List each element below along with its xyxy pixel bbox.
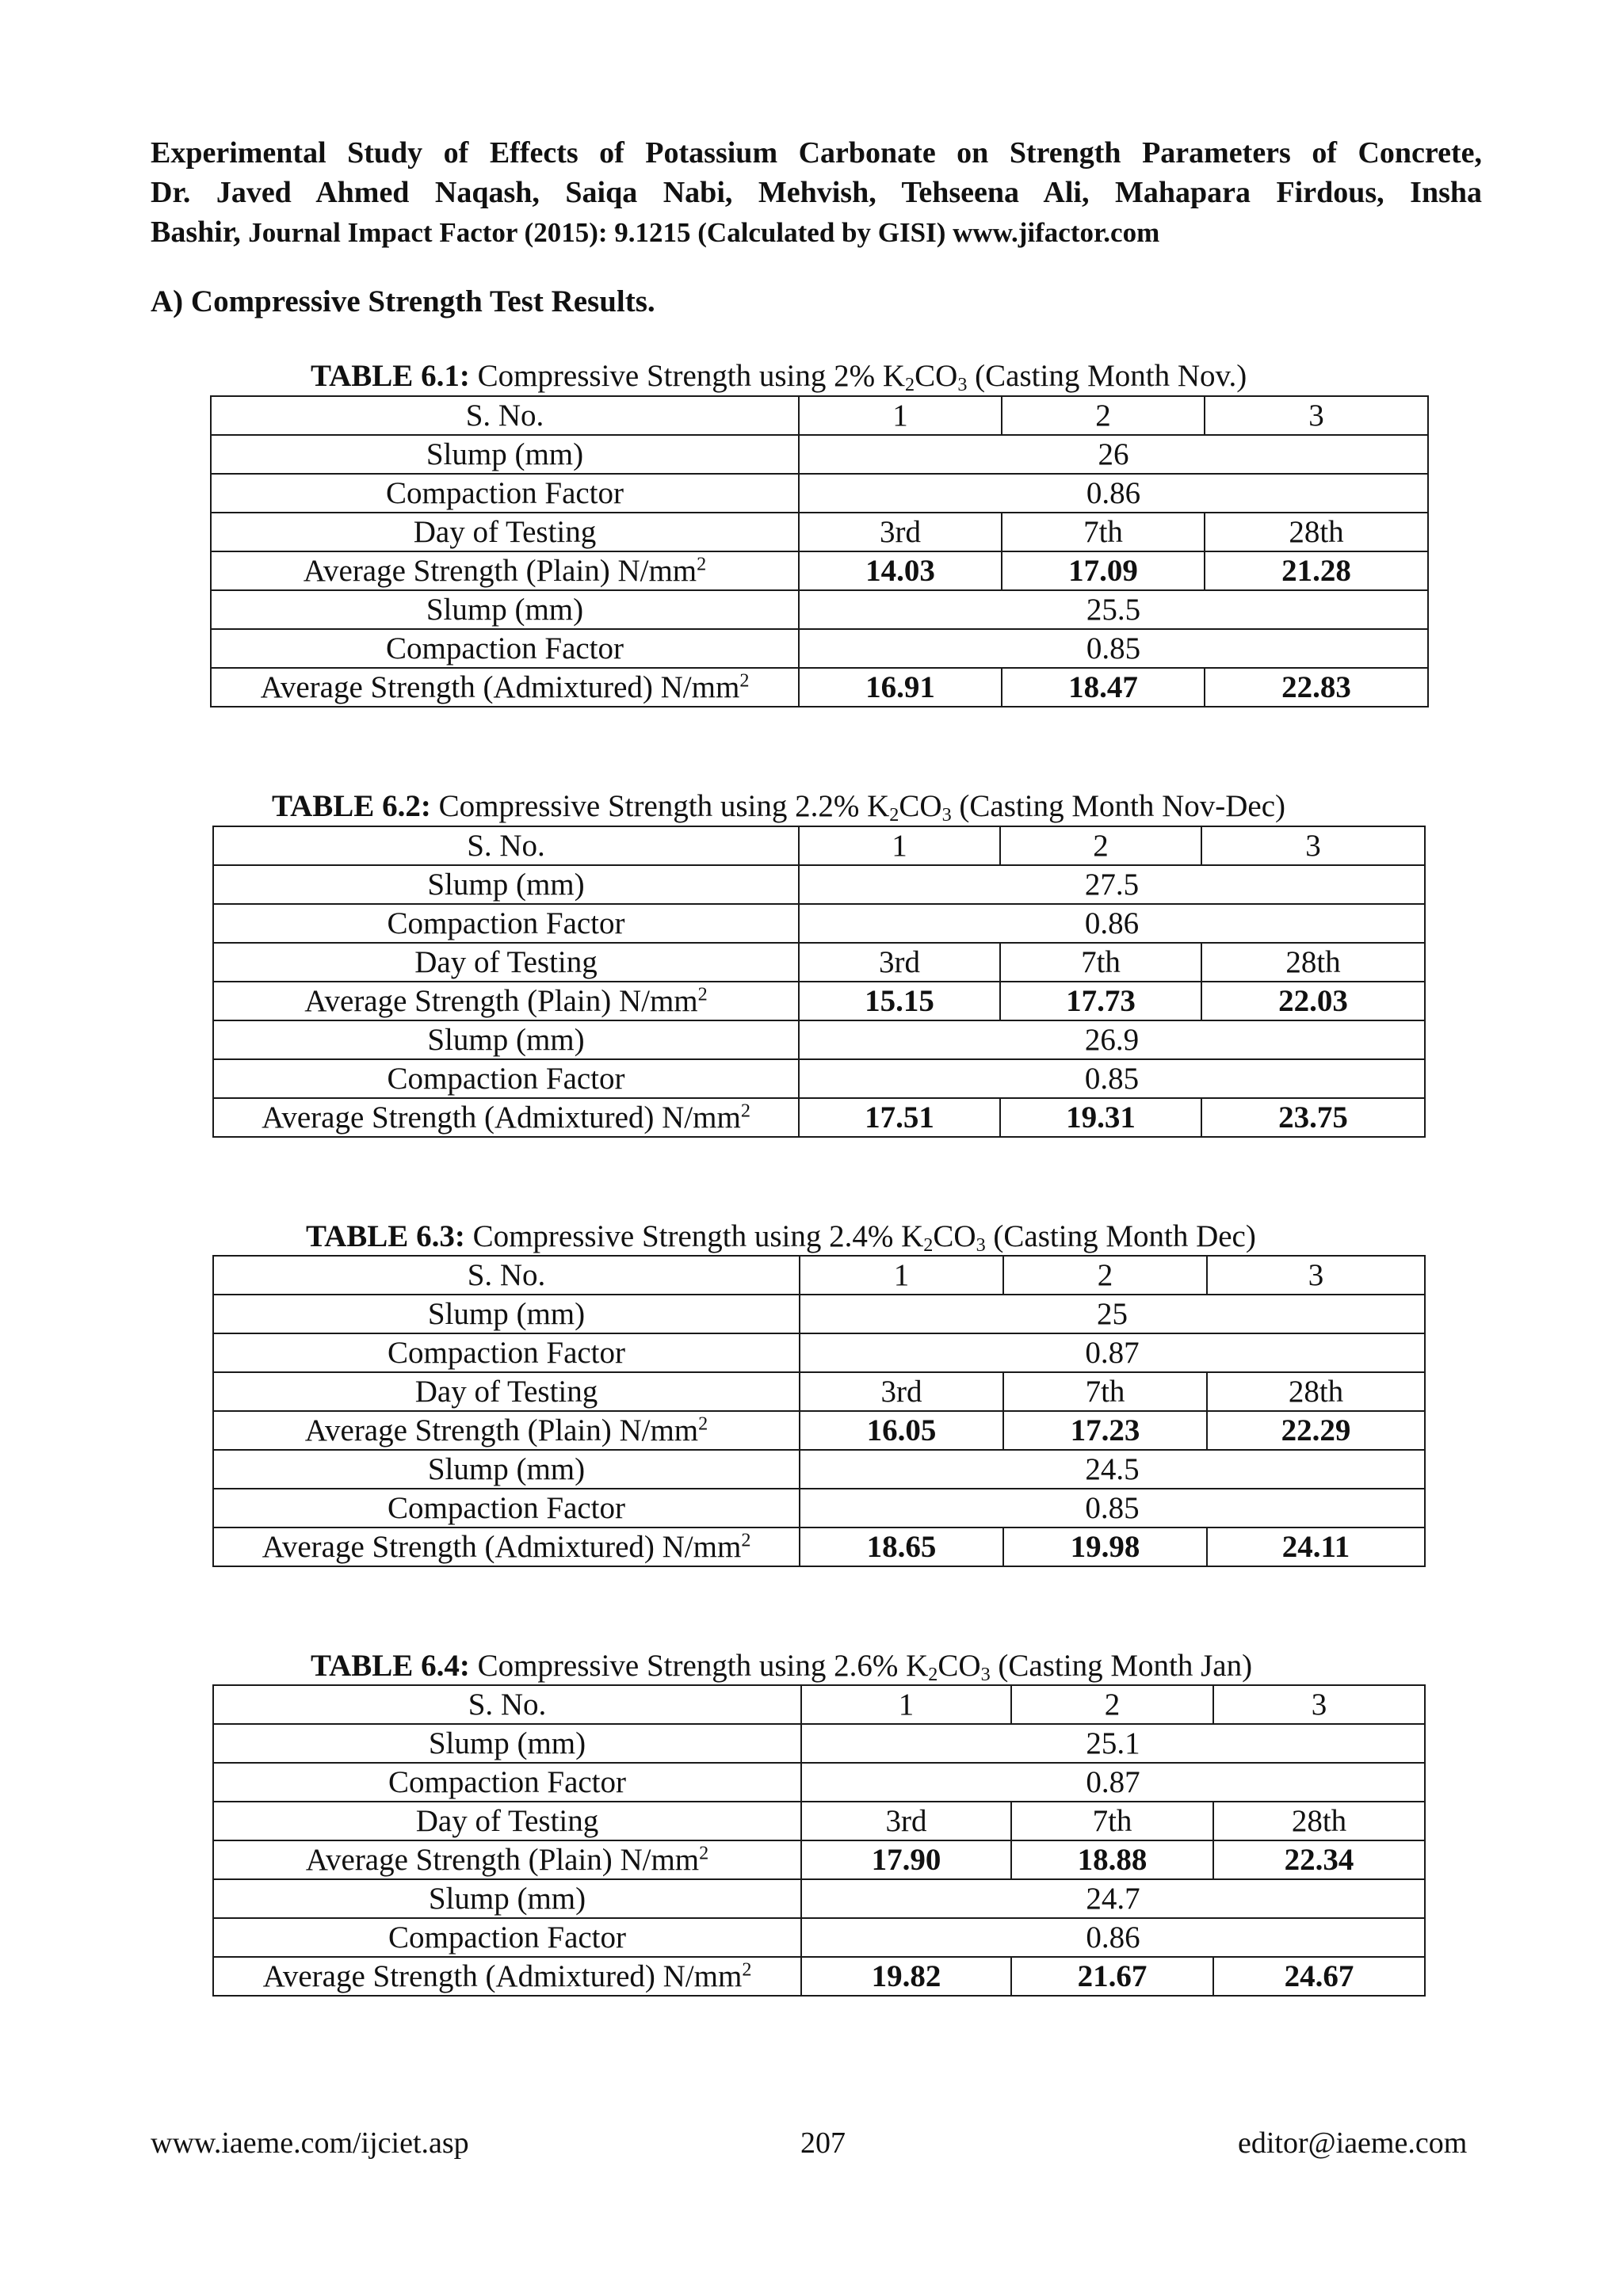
label-text: Average Strength (Admixtured) N/mm bbox=[260, 669, 740, 704]
row-label: S. No. bbox=[213, 1256, 800, 1295]
row-label bbox=[213, 1098, 799, 1137]
cell: 25 bbox=[800, 1295, 1425, 1333]
row-label: Compaction Factor bbox=[213, 904, 799, 943]
cell: 19.98 bbox=[1003, 1527, 1207, 1566]
caption-text: Compressive Strength using 2.6% K bbox=[477, 1649, 929, 1683]
table-number: TABLE 6.1: bbox=[311, 359, 470, 393]
superscript: 2 bbox=[697, 553, 707, 575]
cell: 16.05 bbox=[800, 1411, 1003, 1450]
cell: 0.86 bbox=[799, 474, 1428, 513]
table-row bbox=[213, 943, 1425, 982]
label-text: Average Strength (Plain) N/mm bbox=[304, 1413, 699, 1447]
subscript: 2 bbox=[889, 804, 899, 826]
cell: 17.90 bbox=[801, 1840, 1011, 1879]
cell: 14.03 bbox=[799, 551, 1002, 590]
cell: 2 bbox=[1002, 396, 1205, 435]
cell: 2 bbox=[1011, 1685, 1213, 1724]
cell: 0.86 bbox=[801, 1918, 1425, 1957]
table-row bbox=[213, 1840, 1425, 1879]
table-row bbox=[213, 982, 1425, 1020]
caption-text: CO bbox=[933, 1219, 976, 1253]
superscript: 2 bbox=[698, 1413, 708, 1435]
cell: 0.85 bbox=[800, 1489, 1425, 1527]
table-row bbox=[213, 826, 1425, 865]
row-label: Compaction Factor bbox=[213, 1059, 799, 1098]
table-row bbox=[213, 1724, 1425, 1763]
table-row bbox=[213, 1098, 1425, 1137]
subscript: 2 bbox=[905, 374, 915, 396]
cell: 22.83 bbox=[1205, 668, 1428, 707]
cell: 21.28 bbox=[1205, 551, 1428, 590]
cell: 3 bbox=[1205, 396, 1428, 435]
cell: 15.15 bbox=[799, 982, 1000, 1020]
table-row bbox=[213, 1685, 1425, 1724]
row-label bbox=[211, 668, 799, 707]
cell: 24.67 bbox=[1213, 1957, 1425, 1996]
cell: 17.23 bbox=[1003, 1411, 1207, 1450]
row-label: Slump (mm) bbox=[213, 1295, 800, 1333]
table-caption bbox=[272, 787, 1285, 826]
cell: 28th bbox=[1213, 1802, 1425, 1840]
row-label: Slump (mm) bbox=[213, 1450, 800, 1489]
header-title-line: Experimental Study of Effects of Potassium Carbonate on Strength Parameters of Concrete, bbox=[151, 136, 1482, 170]
caption-text: (Casting Month Dec) bbox=[985, 1219, 1256, 1253]
row-label: Day of Testing bbox=[213, 943, 799, 982]
row-label: Compaction Factor bbox=[211, 474, 799, 513]
caption-text: CO bbox=[899, 789, 942, 823]
row-label: Slump (mm) bbox=[211, 435, 799, 474]
cell: 28th bbox=[1207, 1372, 1425, 1411]
row-label bbox=[213, 1411, 800, 1450]
subscript: 2 bbox=[923, 1234, 934, 1257]
caption-text: (Casting Month Nov-Dec) bbox=[951, 789, 1286, 823]
cell: 19.31 bbox=[1000, 1098, 1201, 1137]
subscript: 2 bbox=[928, 1664, 938, 1686]
superscript: 2 bbox=[739, 669, 750, 692]
superscript: 2 bbox=[741, 1529, 751, 1551]
cell: 18.47 bbox=[1002, 668, 1205, 707]
cell: 1 bbox=[801, 1685, 1011, 1724]
label-text: Average Strength (Admixtured) N/mm bbox=[262, 1100, 741, 1135]
cell: 28th bbox=[1205, 513, 1428, 551]
table-number: TABLE 6.4: bbox=[311, 1649, 470, 1683]
cell: 24.5 bbox=[800, 1450, 1425, 1489]
table-row bbox=[213, 1295, 1425, 1333]
table-row bbox=[213, 1957, 1425, 1996]
row-label: Slump (mm) bbox=[213, 1879, 801, 1918]
subscript: 3 bbox=[941, 804, 952, 826]
caption-text: (Casting Month Nov.) bbox=[967, 359, 1247, 393]
cell: 1 bbox=[800, 1256, 1003, 1295]
cell: 16.91 bbox=[799, 668, 1002, 707]
table-row bbox=[213, 1489, 1425, 1527]
table-row bbox=[213, 1411, 1425, 1450]
row-label: Day of Testing bbox=[211, 513, 799, 551]
table-caption bbox=[311, 1646, 1252, 1686]
cell: 3rd bbox=[801, 1802, 1011, 1840]
cell: 0.87 bbox=[800, 1333, 1425, 1372]
label-text: Average Strength (Admixtured) N/mm bbox=[262, 1958, 743, 1993]
strength-table bbox=[212, 1255, 1426, 1567]
cell: 26.9 bbox=[799, 1020, 1425, 1059]
cell: 7th bbox=[1000, 943, 1201, 982]
row-label: S. No. bbox=[211, 396, 799, 435]
table-row bbox=[211, 590, 1428, 629]
strength-table bbox=[212, 1684, 1426, 1997]
table-row bbox=[213, 1059, 1425, 1098]
cell: 23.75 bbox=[1201, 1098, 1425, 1137]
label-text: Average Strength (Admixtured) N/mm bbox=[262, 1529, 742, 1564]
row-label bbox=[211, 551, 799, 590]
row-label: Slump (mm) bbox=[213, 1020, 799, 1059]
cell: 0.85 bbox=[799, 1059, 1425, 1098]
header-authors-line: Dr. Javed Ahmed Naqash, Saiqa Nabi, Mehvish, Tehseena Ali, Mahapara Firdous, Insha bbox=[151, 176, 1482, 209]
label-text: Average Strength (Plain) N/mm bbox=[304, 983, 698, 1018]
row-label: S. No. bbox=[213, 826, 799, 865]
table-row bbox=[213, 1527, 1425, 1566]
cell: 2 bbox=[1003, 1256, 1207, 1295]
cell: 1 bbox=[799, 396, 1002, 435]
cell: 3rd bbox=[799, 513, 1002, 551]
caption-text: CO bbox=[915, 359, 958, 393]
row-label: Day of Testing bbox=[213, 1802, 801, 1840]
row-label: Compaction Factor bbox=[213, 1918, 801, 1957]
table-row bbox=[213, 1256, 1425, 1295]
cell: 25.5 bbox=[799, 590, 1428, 629]
subscript: 3 bbox=[976, 1234, 986, 1257]
cell: 17.73 bbox=[1000, 982, 1201, 1020]
table-row bbox=[213, 1333, 1425, 1372]
caption-text: Compressive Strength using 2.4% K bbox=[472, 1219, 924, 1253]
cell: 22.03 bbox=[1201, 982, 1425, 1020]
row-label: Slump (mm) bbox=[213, 865, 799, 904]
cell: 2 bbox=[1000, 826, 1201, 865]
caption-text: CO bbox=[938, 1649, 981, 1683]
label-text: Average Strength (Plain) N/mm bbox=[305, 1842, 700, 1877]
row-label bbox=[213, 982, 799, 1020]
cell: 3rd bbox=[799, 943, 1000, 982]
cell: 1 bbox=[799, 826, 1000, 865]
header-author-tail: Bashir, bbox=[151, 215, 241, 249]
cell: 0.85 bbox=[799, 629, 1428, 668]
cell: 24.7 bbox=[801, 1879, 1425, 1918]
page-number: 207 bbox=[800, 2126, 846, 2160]
cell: 18.88 bbox=[1011, 1840, 1213, 1879]
cell: 3 bbox=[1213, 1685, 1425, 1724]
label-text: Average Strength (Plain) N/mm bbox=[303, 553, 697, 588]
table-row bbox=[213, 865, 1425, 904]
cell: 17.09 bbox=[1002, 551, 1205, 590]
table-row bbox=[211, 435, 1428, 474]
table-row bbox=[211, 396, 1428, 435]
table-row bbox=[213, 1918, 1425, 1957]
table-row bbox=[211, 474, 1428, 513]
superscript: 2 bbox=[740, 1100, 750, 1122]
cell: 17.51 bbox=[799, 1098, 1000, 1137]
row-label: Day of Testing bbox=[213, 1372, 800, 1411]
superscript: 2 bbox=[699, 1842, 709, 1864]
table-row bbox=[211, 668, 1428, 707]
caption-text: Compressive Strength using 2% K bbox=[477, 359, 906, 393]
subscript: 3 bbox=[957, 374, 968, 396]
strength-table bbox=[212, 826, 1426, 1138]
table-number: TABLE 6.2: bbox=[272, 789, 431, 823]
table-row bbox=[211, 551, 1428, 590]
cell: 7th bbox=[1011, 1802, 1213, 1840]
cell: 27.5 bbox=[799, 865, 1425, 904]
cell: 0.87 bbox=[801, 1763, 1425, 1802]
row-label: Compaction Factor bbox=[213, 1333, 800, 1372]
table-row bbox=[211, 629, 1428, 668]
cell: 19.82 bbox=[801, 1957, 1011, 1996]
footer-website-link[interactable]: www.iaeme.com/ijciet.asp bbox=[151, 2126, 469, 2160]
row-label: S. No. bbox=[213, 1685, 801, 1724]
header-journal-info: Journal Impact Factor (2015): 9.1215 (Calculated by GISI) www.jifactor.com bbox=[248, 217, 1160, 248]
table-row bbox=[213, 1879, 1425, 1918]
footer-email-link[interactable]: editor@iaeme.com bbox=[1238, 2126, 1468, 2160]
cell: 3rd bbox=[800, 1372, 1003, 1411]
cell: 0.86 bbox=[799, 904, 1425, 943]
caption-text: (Casting Month Jan) bbox=[990, 1649, 1253, 1683]
row-label bbox=[213, 1840, 801, 1879]
cell: 22.34 bbox=[1213, 1840, 1425, 1879]
superscript: 2 bbox=[697, 983, 708, 1005]
table-row bbox=[213, 1020, 1425, 1059]
row-label: Slump (mm) bbox=[211, 590, 799, 629]
paper-header bbox=[151, 133, 1482, 253]
cell: 7th bbox=[1003, 1372, 1207, 1411]
strength-table bbox=[210, 395, 1429, 707]
caption-text: Compressive Strength using 2.2% K bbox=[438, 789, 890, 823]
subscript: 3 bbox=[980, 1664, 991, 1686]
row-label: Compaction Factor bbox=[213, 1763, 801, 1802]
table-number: TABLE 6.3: bbox=[306, 1219, 465, 1253]
cell: 7th bbox=[1002, 513, 1205, 551]
table-caption bbox=[306, 1217, 1256, 1257]
superscript: 2 bbox=[742, 1958, 752, 1981]
row-label bbox=[213, 1527, 800, 1566]
cell: 24.11 bbox=[1207, 1527, 1425, 1566]
table-caption bbox=[311, 357, 1247, 396]
cell: 18.65 bbox=[800, 1527, 1003, 1566]
row-label: Compaction Factor bbox=[213, 1489, 800, 1527]
cell: 25.1 bbox=[801, 1724, 1425, 1763]
cell: 22.29 bbox=[1207, 1411, 1425, 1450]
section-title: A) Compressive Strength Test Results. bbox=[151, 284, 655, 318]
cell: 28th bbox=[1201, 943, 1425, 982]
row-label: Compaction Factor bbox=[211, 629, 799, 668]
row-label bbox=[213, 1957, 801, 1996]
table-row bbox=[213, 1802, 1425, 1840]
cell: 21.67 bbox=[1011, 1957, 1213, 1996]
table-row bbox=[213, 1372, 1425, 1411]
table-row bbox=[213, 904, 1425, 943]
table-row bbox=[213, 1450, 1425, 1489]
cell: 26 bbox=[799, 435, 1428, 474]
header-source-line bbox=[151, 212, 1482, 253]
row-label: Slump (mm) bbox=[213, 1724, 801, 1763]
table-row bbox=[211, 513, 1428, 551]
cell: 3 bbox=[1207, 1256, 1425, 1295]
cell: 3 bbox=[1201, 826, 1425, 865]
table-row bbox=[213, 1763, 1425, 1802]
